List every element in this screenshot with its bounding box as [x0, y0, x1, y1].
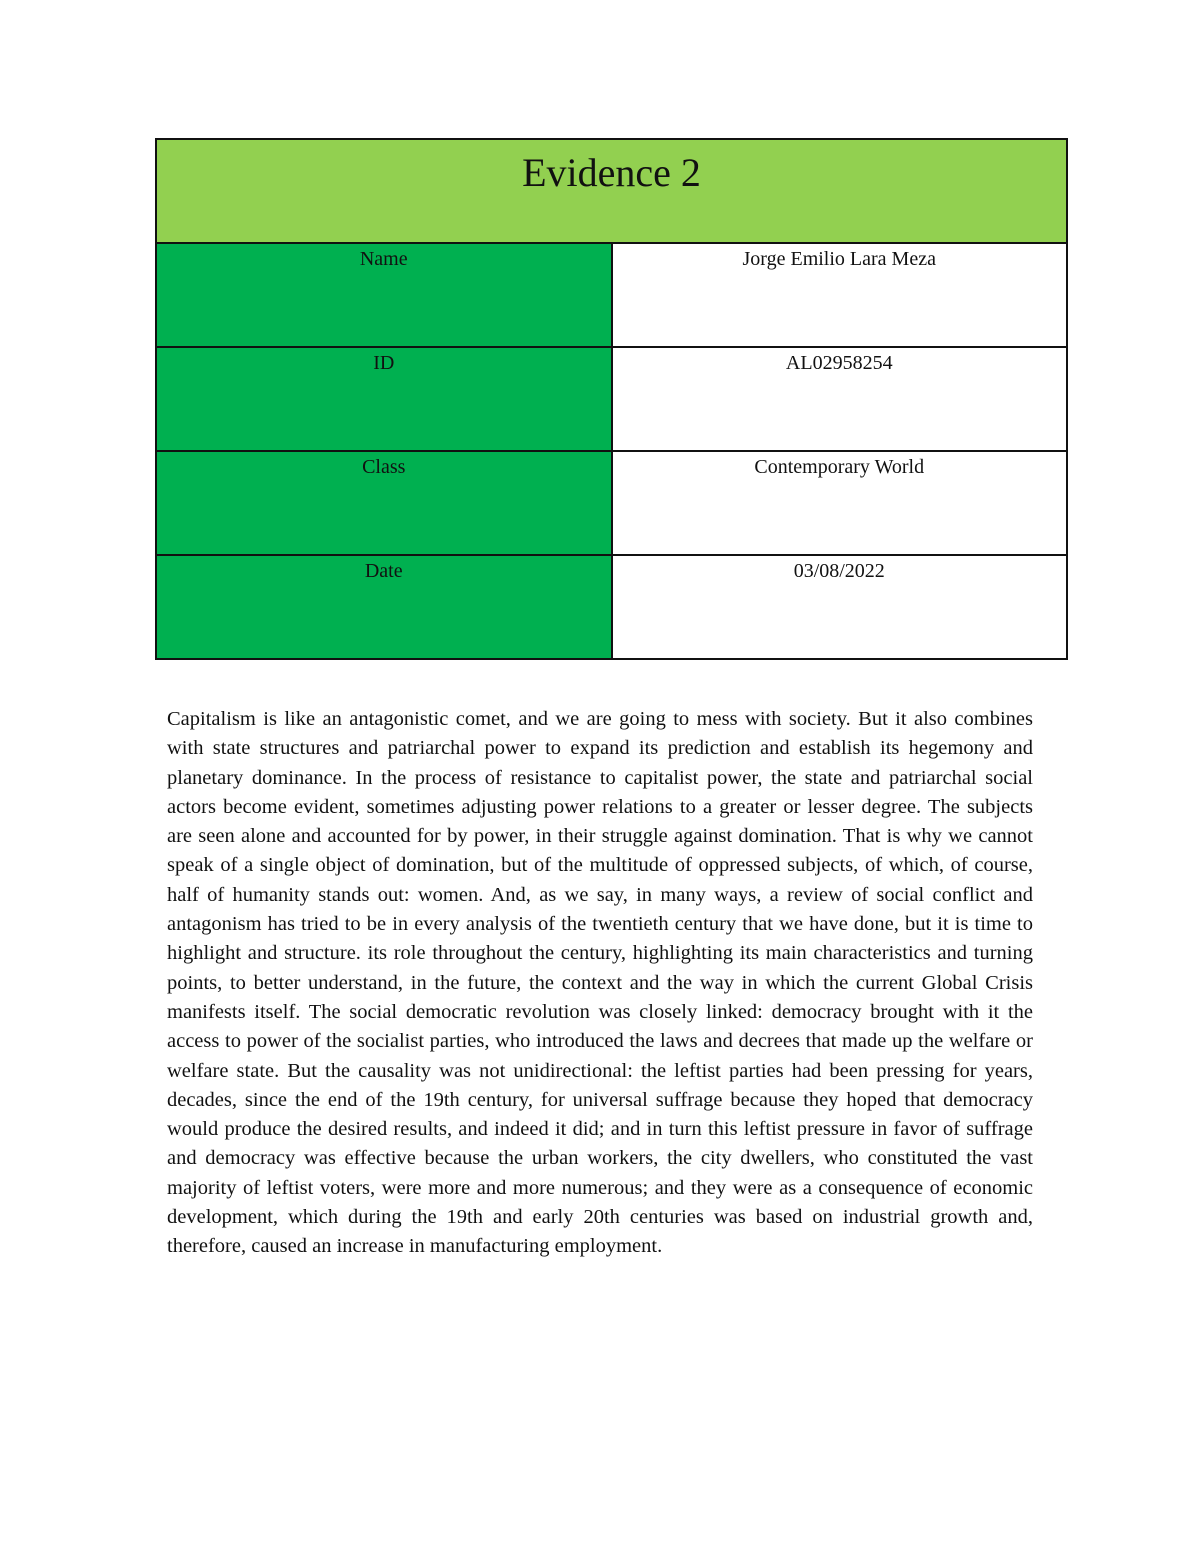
field-label-name: Name: [359, 248, 408, 270]
field-value-cell-class: [612, 451, 1068, 555]
field-value-name: Jorge Emilio Lara Meza: [742, 248, 936, 270]
field-label-cell-id: [156, 347, 612, 451]
field-value-cell-date: [612, 555, 1068, 659]
field-value-class: Contemporary World: [754, 456, 925, 478]
field-row-date: [156, 555, 1067, 659]
field-value-date: 03/08/2022: [793, 560, 885, 582]
title-cell: [156, 139, 1067, 243]
title-row: [156, 139, 1067, 243]
field-value-cell-name: [612, 243, 1068, 347]
field-label-class: Class: [362, 456, 406, 478]
field-row-id: [156, 347, 1067, 451]
field-label-cell-name: [156, 243, 612, 347]
field-value-id: AL02958254: [785, 352, 893, 374]
body-paragraph: Capitalism is like an antagonistic comet, and we are going to mess with society. But it also combines with state structures and patriarchal power to expand its prediction and establish its hegemony and planetary dominance. In the process of resistance to capitalist power, the state and patriarchal social actors become evident, sometimes adjusting power relations to a greater or lesser degree. The subjects are seen alone and accounted for by power, in their struggle against domination. That is why we cannot speak of a single object of domination, but of the multitude of oppressed subjects, of which, of course, half of humanity stands out: women. And, as we say, in many ways, a review of social conflict and antagonism has tried to be in every analysis of the twentieth century that we have done, but it is time to highlight and structure. its role throughout the century, highlighting its main characteristics and turning points, to better understand, in the future, the context and the way in which the current Global Crisis manifests itself. The social democratic revolution was closely linked: democracy brought with it the access to power of the socialist parties, who introduced the laws and decrees that made up the welfare or welfare state. But the causality was not unidirectional: the leftist parties had been pressing for years, decades, since the end of the 19th century, for universal suffrage because they hoped that democracy would produce the desired results, and indeed it did; and in turn this leftist pressure in favor of suffrage and democracy was effective because the urban workers, the city dwellers, who constituted the vast majority of leftist voters, were more and more numerous; and they were as a consequence of economic development, which during the 19th and early 20th centuries was based on industrial growth and, therefore, caused an increase in manufacturing employment.: [167, 708, 1033, 1258]
cover-info-table: [155, 138, 1068, 660]
document-title: Evidence 2: [522, 150, 701, 195]
field-row-class: [156, 451, 1067, 555]
field-label-cell-date: [156, 555, 612, 659]
field-row-name: [156, 243, 1067, 347]
field-label-id: ID: [373, 352, 395, 374]
field-value-cell-id: [612, 347, 1068, 451]
field-label-cell-class: [156, 451, 612, 555]
field-label-date: Date: [364, 560, 403, 582]
